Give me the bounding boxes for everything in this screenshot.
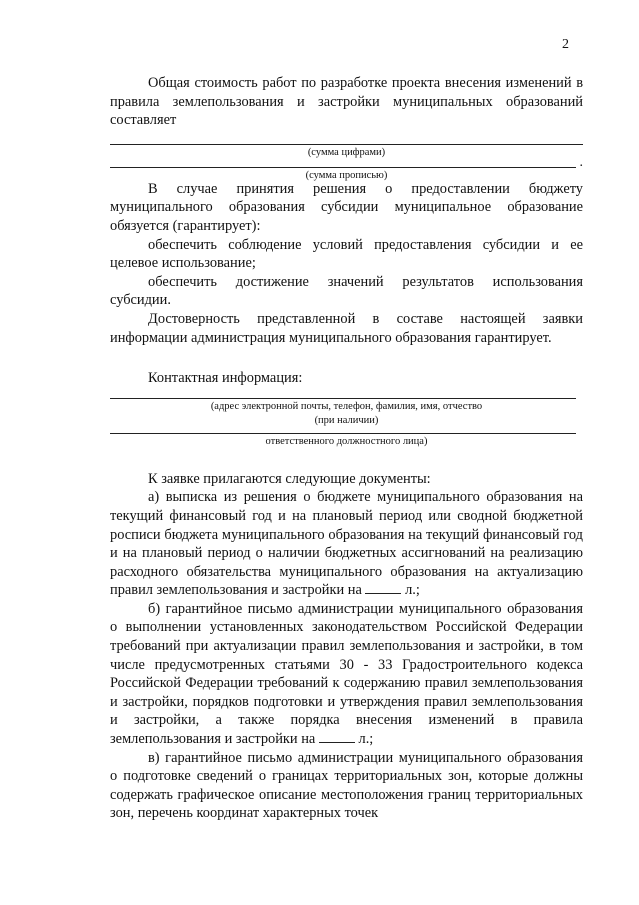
- document-item-b-text: б) гарантийное письмо администрации муниципального образования о выполнении установленных законодательством Российской Федерации требований при актуализации правил землепользования и застройки, в том числе предусмотренных статьями 30 - 33 Градостроительного кодекса Российской Федерации требований к содержанию правил землепользования и застройки, порядков подготовки и утверждения правил землепользования и застройки, а также порядка внесения изменений в правила землепользования и застройки на: [110, 600, 583, 748]
- contact-line-2: [110, 433, 576, 434]
- sum-digits-caption: (сумма цифрами): [307, 146, 386, 158]
- document-item-a-blank: [365, 581, 401, 594]
- sum-digits-line: [110, 144, 583, 145]
- document-item-b-end: л.;: [358, 731, 374, 748]
- sum-digits-field: [110, 144, 583, 159]
- contact-field-2: [110, 433, 583, 448]
- contact-caption-2: (при наличии): [314, 414, 379, 426]
- guarantee-item-1: обеспечить соблюдение условий предоставления субсидии и ее целевое использование;: [110, 236, 583, 272]
- sum-words-line: [110, 167, 576, 168]
- reliability-paragraph: Достоверность представленной в составе настоящей заявки информации администрация муниципального образования гарантирует.: [110, 310, 583, 346]
- contact-label: Контактная информация:: [148, 370, 303, 387]
- document-item-c: в) гарантийное письмо администрации муниципального образования о подготовке сведений о границах территориальных зон, которые должны содержать графическое описание местоположения границ территориальных зон, перечень координат характерных точек: [110, 749, 583, 822]
- document-item-a: [110, 488, 583, 600]
- document-item-a-end: л.;: [405, 582, 420, 599]
- sum-words-period: .: [579, 154, 583, 170]
- document-item-b-blank: [319, 730, 355, 743]
- contact-line-1: [110, 398, 576, 399]
- contact-caption-1: (адрес электронной почты, телефон, фамилия, имя, отчество: [210, 400, 483, 412]
- document-body: [110, 74, 583, 823]
- documents-intro: К заявке прилагаются следующие документы:: [148, 470, 431, 487]
- contact-caption-3: ответственного должностного лица): [265, 435, 428, 447]
- intro-paragraph: Общая стоимость работ по разработке проекта внесения изменений в правила землепользования и застройки муниципальных образований составляет: [110, 75, 583, 129]
- document-item-b: [110, 600, 583, 749]
- guarantee-paragraph: В случае принятия решения о предоставлении бюджету муниципального образования субсидии муниципальное образование обязуется (гарантирует):: [110, 180, 583, 234]
- sum-words-field: [110, 154, 583, 182]
- guarantee-item-2: обеспечить достижение значений результатов использования субсидии.: [110, 273, 583, 309]
- page-number: 2: [562, 37, 569, 52]
- contact-field-1: [110, 398, 583, 427]
- document-item-a-text: а) выписка из решения о бюджете муниципального образования на текущий финансовый год и на плановый период или сводной бюджетной росписи бюджета муниципального образования на текущий финансовый год и на плановый период о наличии бюджетных ассигнований на реализацию расходного обязательства муниципального образования на актуализацию правил землепользования и застройки на: [110, 489, 583, 599]
- sum-words-caption: (сумма прописью): [305, 169, 388, 181]
